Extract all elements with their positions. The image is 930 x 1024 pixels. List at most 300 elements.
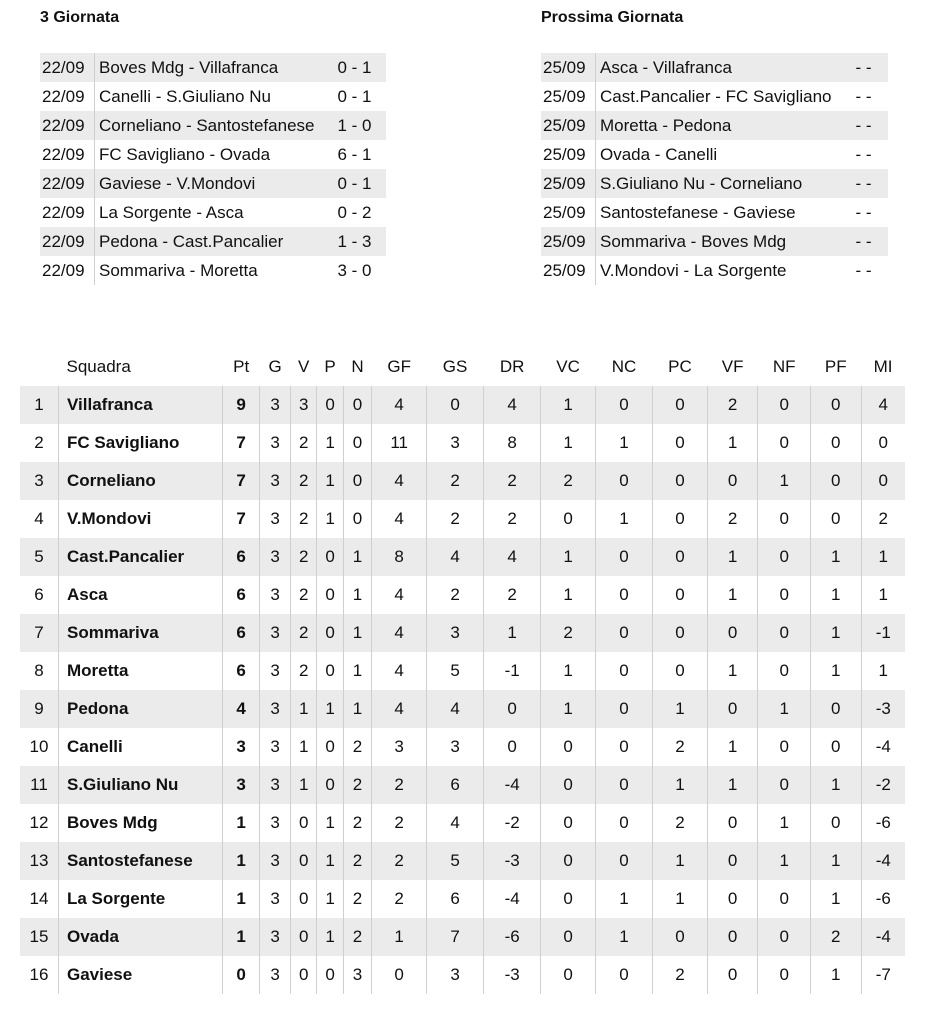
stat-cell: -6 bbox=[861, 804, 905, 842]
fixture-date: 25/09 bbox=[541, 82, 596, 111]
stat-cell: 0 bbox=[653, 918, 708, 956]
next-round-fixtures bbox=[541, 53, 888, 285]
position-cell: 8 bbox=[34, 661, 44, 680]
stat-cell: 2 bbox=[343, 842, 372, 880]
stat-cell: 0 bbox=[811, 386, 861, 424]
stat-cell: 0 bbox=[541, 842, 596, 880]
stat-cell: 3 bbox=[260, 500, 291, 538]
stat-cell: 2 bbox=[861, 500, 905, 538]
stat-cell: -4 bbox=[861, 728, 905, 766]
team-name: Cast.Pancalier bbox=[59, 538, 223, 576]
fixture-match: V.Mondovi - La Sorgente bbox=[600, 260, 787, 280]
stat-cell: 0 bbox=[317, 538, 343, 576]
stat-cell: 2 bbox=[343, 804, 372, 842]
stat-cell: -2 bbox=[484, 804, 541, 842]
column-header: PF bbox=[824, 357, 847, 376]
team-name: V.Mondovi bbox=[59, 500, 223, 538]
fixture-match: Sommariva - Moretta bbox=[99, 260, 258, 280]
column-header: Pt bbox=[233, 357, 250, 376]
fixture-match: Canelli - S.Giuliano Nu bbox=[99, 86, 271, 106]
stat-cell: 1 bbox=[596, 500, 653, 538]
position-cell: 1 bbox=[20, 386, 59, 424]
fixture-date: 25/09 bbox=[541, 227, 596, 256]
standings-row bbox=[20, 614, 905, 652]
fixture-match: S.Giuliano Nu - Corneliano bbox=[596, 169, 848, 198]
stat-cell: 0 bbox=[596, 766, 653, 804]
stat-cell: 2 bbox=[291, 614, 317, 652]
team-name: Canelli bbox=[59, 728, 223, 766]
stat-cell: 6 bbox=[427, 766, 484, 804]
stat-cell: 0 bbox=[758, 614, 811, 652]
standings-row bbox=[20, 880, 905, 918]
stat-cell: 1 bbox=[596, 880, 653, 918]
stat-cell: 1 bbox=[541, 386, 596, 424]
stat-cell: 0 bbox=[653, 538, 708, 576]
stat-cell: 0 bbox=[653, 652, 708, 690]
stat-cell: 2 bbox=[291, 538, 317, 576]
stat-cell: 1 bbox=[596, 424, 653, 462]
stat-cell: -1 bbox=[861, 614, 905, 652]
team-name: Pedona bbox=[59, 690, 223, 728]
stat-cell: 0 bbox=[653, 462, 708, 500]
stat-cell: -3 bbox=[484, 842, 541, 880]
stat-cell: 1 bbox=[541, 576, 596, 614]
stat-cell: 0 bbox=[811, 728, 861, 766]
stat-cell: 1 bbox=[707, 766, 757, 804]
stat-cell: 1 bbox=[861, 538, 905, 576]
fixture-match: Sommariva - Boves Mdg bbox=[596, 227, 848, 256]
stat-cell: 1 bbox=[291, 728, 317, 766]
points-cell: 7 bbox=[223, 462, 260, 500]
fixture-row bbox=[541, 169, 888, 198]
stat-cell: 8 bbox=[484, 424, 541, 462]
stat-cell: 1 bbox=[758, 690, 811, 728]
points-cell: 3 bbox=[223, 766, 260, 804]
stat-cell: 4 bbox=[372, 576, 427, 614]
fixture-match: Cast.Pancalier - FC Savigliano bbox=[600, 86, 832, 106]
stat-cell: 1 bbox=[317, 500, 343, 538]
stat-cell: 1 bbox=[811, 652, 861, 690]
standings-row bbox=[20, 956, 905, 994]
stat-cell: 1 bbox=[343, 538, 372, 576]
team-name: Santostefanese bbox=[59, 842, 223, 880]
stat-cell: 3 bbox=[260, 842, 291, 880]
standings-row bbox=[20, 728, 905, 766]
position-cell: 11 bbox=[20, 766, 59, 804]
fixture-date: 22/09 bbox=[40, 111, 95, 140]
stat-cell: 1 bbox=[596, 918, 653, 956]
fixture-row bbox=[40, 198, 386, 227]
team-name: Corneliano bbox=[59, 462, 223, 500]
column-header: NC bbox=[611, 357, 637, 376]
points-cell: 1 bbox=[223, 804, 260, 842]
stat-cell: 1 bbox=[653, 690, 708, 728]
fixture-score: - - bbox=[848, 53, 888, 82]
stat-cell: -4 bbox=[861, 918, 905, 956]
stat-cell: 3 bbox=[260, 424, 291, 462]
standings-header-row bbox=[20, 348, 905, 386]
fixture-row bbox=[40, 256, 386, 285]
fixture-date: 25/09 bbox=[541, 53, 596, 82]
stat-cell: 1 bbox=[343, 576, 372, 614]
column-header: Squadra bbox=[66, 357, 131, 376]
fixture-score: - - bbox=[848, 111, 888, 140]
stat-cell: -6 bbox=[861, 880, 905, 918]
stat-cell: 0 bbox=[596, 690, 653, 728]
column-header: NF bbox=[772, 357, 796, 376]
stat-cell: 0 bbox=[317, 652, 343, 690]
fixture-match: Corneliano - Santostefanese bbox=[95, 111, 335, 140]
fixture-row bbox=[40, 140, 386, 169]
stat-cell: 1 bbox=[758, 804, 811, 842]
stat-cell: 0 bbox=[596, 652, 653, 690]
stat-cell: 0 bbox=[291, 804, 317, 842]
standings-row bbox=[20, 500, 905, 538]
stat-cell: 2 bbox=[707, 386, 757, 424]
fixture-match: Gaviese - V.Mondovi bbox=[95, 169, 335, 198]
fixture-score: 0 - 2 bbox=[337, 202, 372, 222]
stat-cell: 0 bbox=[758, 576, 811, 614]
stat-cell: 0 bbox=[541, 956, 596, 994]
stat-cell: 2 bbox=[343, 880, 372, 918]
stat-cell: 3 bbox=[343, 956, 372, 994]
stat-cell: 1 bbox=[343, 614, 372, 652]
fixture-date: 25/09 bbox=[541, 111, 596, 140]
fixture-score: - - bbox=[848, 169, 888, 198]
column-header: PC bbox=[668, 357, 692, 376]
position-cell: 9 bbox=[20, 690, 59, 728]
stat-cell: 1 bbox=[811, 576, 861, 614]
stat-cell: 0 bbox=[484, 690, 541, 728]
position-cell: 6 bbox=[34, 585, 44, 604]
standings-row bbox=[20, 690, 905, 728]
points-cell: 9 bbox=[223, 386, 260, 424]
points-cell: 0 bbox=[223, 956, 260, 994]
stat-cell: 3 bbox=[291, 386, 317, 424]
next-round-title: Prossima Giornata bbox=[541, 9, 684, 26]
stat-cell: 3 bbox=[260, 386, 291, 424]
stat-cell: 3 bbox=[427, 424, 484, 462]
stat-cell: 2 bbox=[484, 500, 541, 538]
position-cell: 3 bbox=[20, 462, 59, 500]
stat-cell: 0 bbox=[707, 880, 757, 918]
stat-cell: 2 bbox=[343, 766, 372, 804]
stat-cell: 1 bbox=[811, 614, 861, 652]
fixture-row bbox=[40, 169, 386, 198]
stat-cell: 4 bbox=[372, 386, 427, 424]
fixture-date: 25/09 bbox=[541, 198, 596, 227]
fixture-match: FC Savigliano - Ovada bbox=[99, 144, 271, 164]
fixture-match: Moretta - Pedona bbox=[596, 111, 848, 140]
points-cell: 1 bbox=[223, 880, 260, 918]
stat-cell: 0 bbox=[291, 880, 317, 918]
stat-cell: 0 bbox=[707, 614, 757, 652]
fixture-row bbox=[541, 53, 888, 82]
stat-cell: 6 bbox=[427, 880, 484, 918]
fixture-score: 0 - 1 bbox=[335, 169, 386, 198]
stat-cell: 3 bbox=[260, 462, 291, 500]
points-cell: 1 bbox=[223, 918, 260, 956]
stat-cell: 1 bbox=[343, 690, 372, 728]
stat-cell: 1 bbox=[317, 462, 343, 500]
stat-cell: 0 bbox=[758, 538, 811, 576]
stat-cell: 0 bbox=[427, 386, 484, 424]
points-cell: 6 bbox=[223, 576, 260, 614]
stat-cell: 0 bbox=[317, 614, 343, 652]
stat-cell: 0 bbox=[653, 424, 708, 462]
fixture-match: La Sorgente - Asca bbox=[99, 202, 244, 222]
stat-cell: 3 bbox=[427, 728, 484, 766]
column-header: V bbox=[298, 357, 310, 376]
stat-cell: -2 bbox=[861, 766, 905, 804]
stat-cell: 2 bbox=[541, 462, 596, 500]
stat-cell: 0 bbox=[861, 424, 905, 462]
stat-cell: 0 bbox=[811, 500, 861, 538]
fixture-row bbox=[541, 111, 888, 140]
stat-cell: 2 bbox=[484, 576, 541, 614]
stat-cell: 0 bbox=[541, 804, 596, 842]
team-name: Ovada bbox=[59, 918, 223, 956]
fixture-score: - - bbox=[848, 227, 888, 256]
stat-cell: 4 bbox=[372, 614, 427, 652]
stat-cell: -3 bbox=[484, 956, 541, 994]
stat-cell: 0 bbox=[596, 614, 653, 652]
stat-cell: 0 bbox=[811, 804, 861, 842]
stat-cell: 0 bbox=[317, 386, 343, 424]
stat-cell: 0 bbox=[541, 880, 596, 918]
stat-cell: 0 bbox=[758, 880, 811, 918]
points-cell: 6 bbox=[223, 652, 260, 690]
stat-cell: 11 bbox=[372, 424, 427, 462]
fixture-score: 0 - 1 bbox=[337, 86, 372, 106]
fixture-score: 3 - 0 bbox=[337, 260, 372, 280]
stat-cell: 1 bbox=[317, 918, 343, 956]
stat-cell: 0 bbox=[343, 500, 372, 538]
stat-cell: 0 bbox=[343, 424, 372, 462]
column-header: G bbox=[268, 357, 282, 376]
stat-cell: 3 bbox=[260, 728, 291, 766]
stat-cell: 2 bbox=[372, 804, 427, 842]
stat-cell: 4 bbox=[484, 386, 541, 424]
stat-cell: 0 bbox=[861, 462, 905, 500]
stat-cell: 3 bbox=[260, 690, 291, 728]
stat-cell: 2 bbox=[291, 576, 317, 614]
fixture-date: 22/09 bbox=[40, 140, 95, 169]
stat-cell: 0 bbox=[707, 804, 757, 842]
fixture-score: - - bbox=[855, 144, 872, 164]
standings-row bbox=[20, 918, 905, 956]
stat-cell: 0 bbox=[811, 424, 861, 462]
stat-cell: 2 bbox=[372, 842, 427, 880]
stat-cell: 2 bbox=[343, 728, 372, 766]
stat-cell: -1 bbox=[484, 652, 541, 690]
stat-cell: 2 bbox=[653, 956, 708, 994]
standings-row bbox=[20, 804, 905, 842]
column-header: P bbox=[324, 357, 336, 376]
column-header: MI bbox=[873, 357, 893, 376]
fixture-match: Boves Mdg - Villafranca bbox=[95, 53, 335, 82]
stat-cell: 1 bbox=[541, 690, 596, 728]
stat-cell: 1 bbox=[707, 538, 757, 576]
stat-cell: 2 bbox=[291, 652, 317, 690]
stat-cell: 3 bbox=[372, 728, 427, 766]
fixture-row bbox=[541, 82, 888, 111]
stat-cell: 3 bbox=[260, 652, 291, 690]
stat-cell: 0 bbox=[758, 918, 811, 956]
fixture-row bbox=[40, 53, 386, 82]
stat-cell: -4 bbox=[861, 842, 905, 880]
points-cell: 7 bbox=[223, 424, 260, 462]
stat-cell: 2 bbox=[484, 462, 541, 500]
fixture-match: Pedona - Cast.Pancalier bbox=[95, 227, 335, 256]
fixture-score: - - bbox=[855, 202, 872, 222]
stat-cell: 3 bbox=[427, 614, 484, 652]
stat-cell: 0 bbox=[707, 842, 757, 880]
stat-cell: 0 bbox=[596, 386, 653, 424]
column-header: DR bbox=[499, 357, 525, 376]
stat-cell: -7 bbox=[861, 956, 905, 994]
team-name: Villafranca bbox=[59, 386, 223, 424]
stat-cell: 4 bbox=[372, 462, 427, 500]
team-name: Moretta bbox=[59, 652, 223, 690]
stat-cell: 4 bbox=[861, 386, 905, 424]
fixture-row bbox=[40, 82, 386, 111]
team-name: Asca bbox=[59, 576, 223, 614]
stat-cell: -6 bbox=[484, 918, 541, 956]
column-header: N bbox=[351, 357, 364, 376]
stat-cell: 2 bbox=[372, 880, 427, 918]
stat-cell: 1 bbox=[811, 538, 861, 576]
position-cell: 13 bbox=[20, 842, 59, 880]
stat-cell: 2 bbox=[291, 462, 317, 500]
team-name: La Sorgente bbox=[59, 880, 223, 918]
position-cell: 2 bbox=[34, 433, 44, 452]
stat-cell: 0 bbox=[596, 538, 653, 576]
stat-cell: 8 bbox=[372, 538, 427, 576]
stat-cell: 0 bbox=[596, 804, 653, 842]
fixture-score: 6 - 1 bbox=[337, 144, 372, 164]
points-cell: 7 bbox=[223, 500, 260, 538]
stat-cell: 0 bbox=[758, 386, 811, 424]
stat-cell: 2 bbox=[291, 500, 317, 538]
stat-cell: 0 bbox=[707, 956, 757, 994]
stat-cell: 1 bbox=[811, 880, 861, 918]
stat-cell: 0 bbox=[541, 728, 596, 766]
stat-cell: 2 bbox=[707, 500, 757, 538]
stat-cell: 0 bbox=[317, 956, 343, 994]
team-name: S.Giuliano Nu bbox=[59, 766, 223, 804]
stat-cell: 3 bbox=[260, 918, 291, 956]
stat-cell: 0 bbox=[758, 424, 811, 462]
column-header: GS bbox=[442, 357, 468, 376]
stat-cell: 1 bbox=[707, 728, 757, 766]
stat-cell: 1 bbox=[811, 956, 861, 994]
fixture-row bbox=[541, 140, 888, 169]
stat-cell: 3 bbox=[260, 576, 291, 614]
fixture-date: 22/09 bbox=[40, 227, 95, 256]
stat-cell: 3 bbox=[260, 880, 291, 918]
stat-cell: 0 bbox=[541, 766, 596, 804]
stat-cell: 0 bbox=[343, 462, 372, 500]
team-name: Sommariva bbox=[59, 614, 223, 652]
stat-cell: 4 bbox=[372, 690, 427, 728]
position-cell: 10 bbox=[29, 737, 49, 756]
fixture-date: 22/09 bbox=[40, 256, 95, 285]
stat-cell: 1 bbox=[758, 462, 811, 500]
stat-cell: 2 bbox=[653, 728, 708, 766]
standings-row bbox=[20, 386, 905, 424]
stat-cell: 0 bbox=[317, 728, 343, 766]
stat-cell: 0 bbox=[541, 500, 596, 538]
fixture-match: Asca - Villafranca bbox=[596, 53, 848, 82]
fixture-date: 22/09 bbox=[40, 198, 95, 227]
standings-row bbox=[20, 462, 905, 500]
stat-cell: 0 bbox=[596, 576, 653, 614]
stat-cell: 0 bbox=[484, 728, 541, 766]
standings-row bbox=[20, 424, 905, 462]
stat-cell: 4 bbox=[484, 538, 541, 576]
stat-cell: 1 bbox=[541, 652, 596, 690]
stat-cell: 7 bbox=[427, 918, 484, 956]
team-name: Gaviese bbox=[59, 956, 223, 994]
stat-cell: 1 bbox=[861, 652, 905, 690]
stat-cell: 1 bbox=[758, 842, 811, 880]
stat-cell: 0 bbox=[758, 652, 811, 690]
stat-cell: 2 bbox=[427, 462, 484, 500]
fixture-date: 22/09 bbox=[40, 82, 95, 111]
stat-cell: 0 bbox=[653, 386, 708, 424]
stat-cell: 0 bbox=[758, 766, 811, 804]
stat-cell: 0 bbox=[811, 690, 861, 728]
stat-cell: 1 bbox=[291, 766, 317, 804]
points-cell: 6 bbox=[223, 538, 260, 576]
stat-cell: 3 bbox=[260, 766, 291, 804]
stat-cell: 1 bbox=[707, 652, 757, 690]
stat-cell: 1 bbox=[317, 690, 343, 728]
stat-cell: 3 bbox=[427, 956, 484, 994]
points-cell: 3 bbox=[223, 728, 260, 766]
stat-cell: 1 bbox=[861, 576, 905, 614]
stat-cell: 2 bbox=[372, 766, 427, 804]
position-cell: 7 bbox=[20, 614, 59, 652]
stat-cell: 1 bbox=[317, 804, 343, 842]
stat-cell: 1 bbox=[811, 766, 861, 804]
stat-cell: 0 bbox=[596, 956, 653, 994]
stat-cell: 5 bbox=[427, 842, 484, 880]
column-header bbox=[20, 348, 59, 386]
standings-row bbox=[20, 842, 905, 880]
stat-cell: 0 bbox=[653, 614, 708, 652]
column-header: VC bbox=[556, 357, 580, 376]
stat-cell: 1 bbox=[317, 880, 343, 918]
stat-cell: 0 bbox=[653, 500, 708, 538]
fixture-date: 22/09 bbox=[40, 169, 95, 198]
fixture-row bbox=[40, 111, 386, 140]
stat-cell: 0 bbox=[707, 462, 757, 500]
stat-cell: 4 bbox=[372, 652, 427, 690]
fixture-row bbox=[541, 256, 888, 285]
stat-cell: -4 bbox=[484, 880, 541, 918]
position-cell: 12 bbox=[29, 813, 49, 832]
current-round-results bbox=[40, 53, 386, 285]
stat-cell: 0 bbox=[707, 690, 757, 728]
stat-cell: 0 bbox=[372, 956, 427, 994]
fixture-score: 1 - 3 bbox=[335, 227, 386, 256]
stat-cell: 4 bbox=[427, 690, 484, 728]
stat-cell: 3 bbox=[260, 538, 291, 576]
position-cell: 16 bbox=[29, 965, 49, 984]
stat-cell: 1 bbox=[653, 842, 708, 880]
